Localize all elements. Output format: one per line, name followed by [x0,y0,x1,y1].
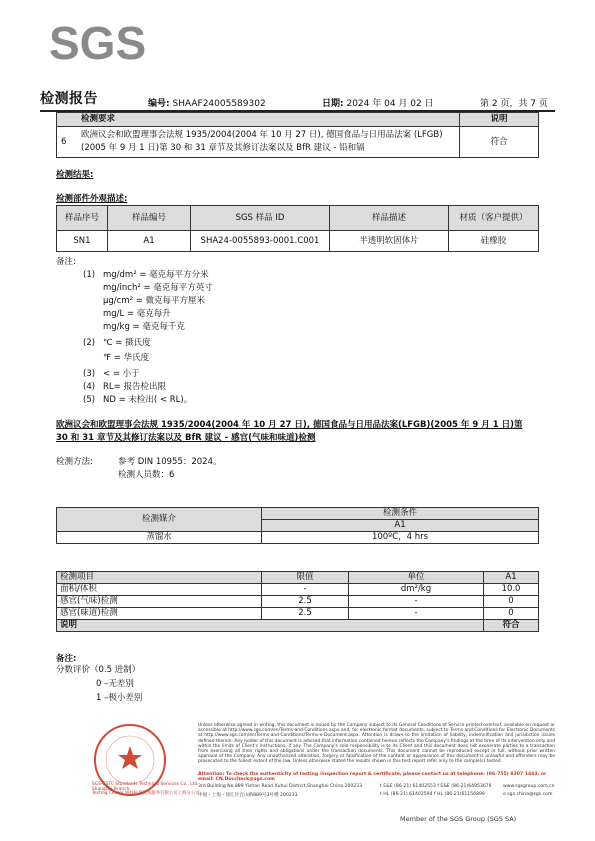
result-cell-a1: 10.0 [484,584,539,596]
parts-header-seq: 样品序号 [57,206,108,231]
phone-line-2: t HL (86-21) 61402594 f HL (86-21)61156899 [380,792,485,797]
parts-header-row [57,206,539,231]
result-cell-a1: 0 [484,596,539,608]
sgs-logo [47,12,147,72]
note-key: (2) [83,338,96,348]
note-value: mg/dm² = 毫克每平方分米 [103,270,209,280]
result-header-unit: 单位 [349,572,484,584]
result-cell-limit: 2.5 [262,608,349,620]
table-row [57,532,539,544]
website-link[interactable]: www.sgsgroup.com.cn [503,784,555,789]
note-value: mg/inch² = 毫克每平方英寸 [103,283,213,293]
condition-cell-medium: 蒸馏水 [57,532,262,544]
table-row [57,608,539,620]
table-row [57,231,539,252]
report-number-value: SHAAF24005589302 [172,99,266,109]
report-number [148,96,266,109]
page-number: 第 2 页，共 7 页 [480,99,548,109]
result-cell-limit: 2.5 [262,596,349,608]
email-link[interactable]: e sgs.china@sgs.com [503,792,553,797]
note-key: (3) [83,369,96,379]
phone-line-1: t E&E (86-21) 61402553 f E&E (86-21)64953679 [380,784,492,789]
notes-title: 备注: [56,257,76,267]
parts-header-code: 样品编号 [108,206,191,231]
summary-row [57,127,539,158]
summary-header-row [57,113,539,127]
condition-header-condition: 检测条件 [262,508,539,520]
report-title: 检测报告 [40,91,98,107]
note-key: (4) [83,382,96,392]
parts-cell-code: A1 [108,231,191,252]
condition-header-medium: 检测媒介 [57,508,262,532]
remark-item: 1 –极小差别 [96,693,143,703]
parts-cell-material: 硅橡胶 [449,231,539,252]
note-value: mg/kg = 毫克每千克 [103,322,185,332]
method-value: 参考 DIN 10955：2024。 [118,457,222,467]
report-date [322,96,434,109]
results-title: 检测结果: [56,170,94,180]
result-cell-unit: - [349,608,484,620]
parts-header-material: 材质（客户提供） [449,206,539,231]
result-header-a1: A1 [484,572,539,584]
summary-header-conclusion: 说明 [460,113,539,127]
remark-item: 0 –无差别 [96,679,134,689]
result-footer-row [57,620,539,632]
report-date-label: 日期: [322,99,344,109]
result-footer-value: 符合 [484,620,539,632]
parts-table [56,205,539,252]
result-cell-item: 面积/体积 [57,584,262,596]
company-name-cn: Testing Center 通标标准技术服务有限公司上海分公司 [92,791,200,796]
address-cn: 中国・上海・徐汇区宜山路889号3号楼 200233 [198,793,298,798]
table-row [57,596,539,608]
method-label: 检测方法: [56,457,93,467]
method-persons: 检测人员数：6 [118,470,175,480]
logo-text: SGS [49,17,147,69]
note-value: ND = 未检出( < RL)。 [103,395,193,405]
condition-cell-condition: 100ºC，4 hrs [262,532,539,544]
result-cell-item: 感官(味道)检测 [57,608,262,620]
result-cell-a1: 0 [484,608,539,620]
note-value: mg/L = 毫克每升 [103,309,171,319]
remarks-scale: 分数评价（0.5 进制） [56,665,141,675]
authenticity-notice: Attention: To check the authenticity of testing /inspection report & certificate, please contact us at telephone: (86-755) 8307 1443, or email: CN.Doccheck@sgs.com [198,772,547,782]
result-header-limit: 限值 [262,572,349,584]
parts-cell-sgs-id: SHA24-0055893-0001.C001 [191,231,330,252]
result-footer-label: 说明 [57,620,484,632]
result-table [56,571,539,632]
parts-cell-seq: SN1 [57,231,108,252]
summary-header-requirement: 检测要求 [77,113,460,127]
report-number-label: 编号: [148,99,170,109]
result-cell-item: 感官(气味)检测 [57,596,262,608]
legal-fine-print: Unless otherwise agreed in writing, this document is issued by the Company subject to its General Conditions of Service printed overleaf, available on request or accessible at http://www.sgs.com/en/Terms-and-Conditions.aspx and, for electronic format documents, subject to Terms and Conditions for Electronic Documents at http://www.sgs.com/en/Terms-and-Conditions/Terms-e-Document.aspx. Attention is drawn to the limitation of liability, indemnification and jurisdiction issues defined therein. Any holder of this document is advised that information contained hereon reflects the Company's findings at the time of its intervention only and within the limits of Client's instructions, if any. The Company's sole responsibility is to its Client and this document does not exonerate parties to a transaction from exercising all their rights and obligations under the transaction documents. This document cannot be reproduced except in full, without prior written approval of the Company. Any unauthorized alteration, forgery or falsification of the content or appearance of this document is unlawful and offenders may be prosecuted to the fullest extent of the law. Unless otherwise stated the results shown in this test report refer only to the sample(s) tested. [198,723,555,765]
note-value: ℃ = 摄氏度 [103,338,151,348]
parts-header-description: 样品描述 [330,206,449,231]
summary-row-number: 6 [57,127,78,158]
parts-cell-description: 半透明软固体片 [330,231,449,252]
note-value: ℉ = 华氏度 [103,353,150,363]
result-cell-unit: - [349,596,484,608]
company-name-en: SGS-CSTC Standards Technical Services Co., Ltd. Shanghai Branch [92,782,199,792]
summary-row-requirement: 欧洲议会和欧盟理事会法规 1935/2004(2004 年 10 月 27 日), 德国食品与日用品法案 (LFGB)(2005 年 9 月 1 日)第 30 和 31 章节及其修订法案以及 BfR 建议 - 铅和镉 [77,127,460,158]
result-header-row [57,572,539,584]
result-cell-unit: dm²/kg [349,584,484,596]
note-value: RL= 报告检出限 [103,382,166,392]
summary-row-conclusion: 符合 [460,127,539,158]
summary-table [56,112,539,158]
result-cell-limit: - [262,584,349,596]
address-en: 3rd Building No.889 Yishan Road Xuhui District,Shanghai China 200233 [198,784,363,789]
condition-header-sample: A1 [262,520,539,532]
note-key: (5) [83,395,96,405]
note-value: μg/cm² = 微克每平方厘米 [103,296,206,306]
parts-title: 检测部件外观描述: [56,194,128,204]
report-date-value: 2024 年 04 月 02 日 [346,99,434,109]
note-key: (1) [83,270,96,280]
result-header-item: 检测项目 [57,572,262,584]
standard-title: 欧洲议会和欧盟理事会法规 1935/2004(2004 年 10 月 27 日), 德国食品与日用品法案(LFGB)(2005 年 9 月 1 日)第 30 和 31 章节及其修订法案以及 BfR 建议 - 感官(气味和味道)检测 [56,420,523,443]
parts-header-sgs-id: SGS 样品 ID [191,206,330,231]
member-text: Member of the SGS Group (SGS SA) [400,815,517,823]
table-row [57,584,539,596]
condition-table [56,507,539,544]
remarks-title: 备注: [56,654,77,664]
note-value: < = 小于 [103,369,140,379]
